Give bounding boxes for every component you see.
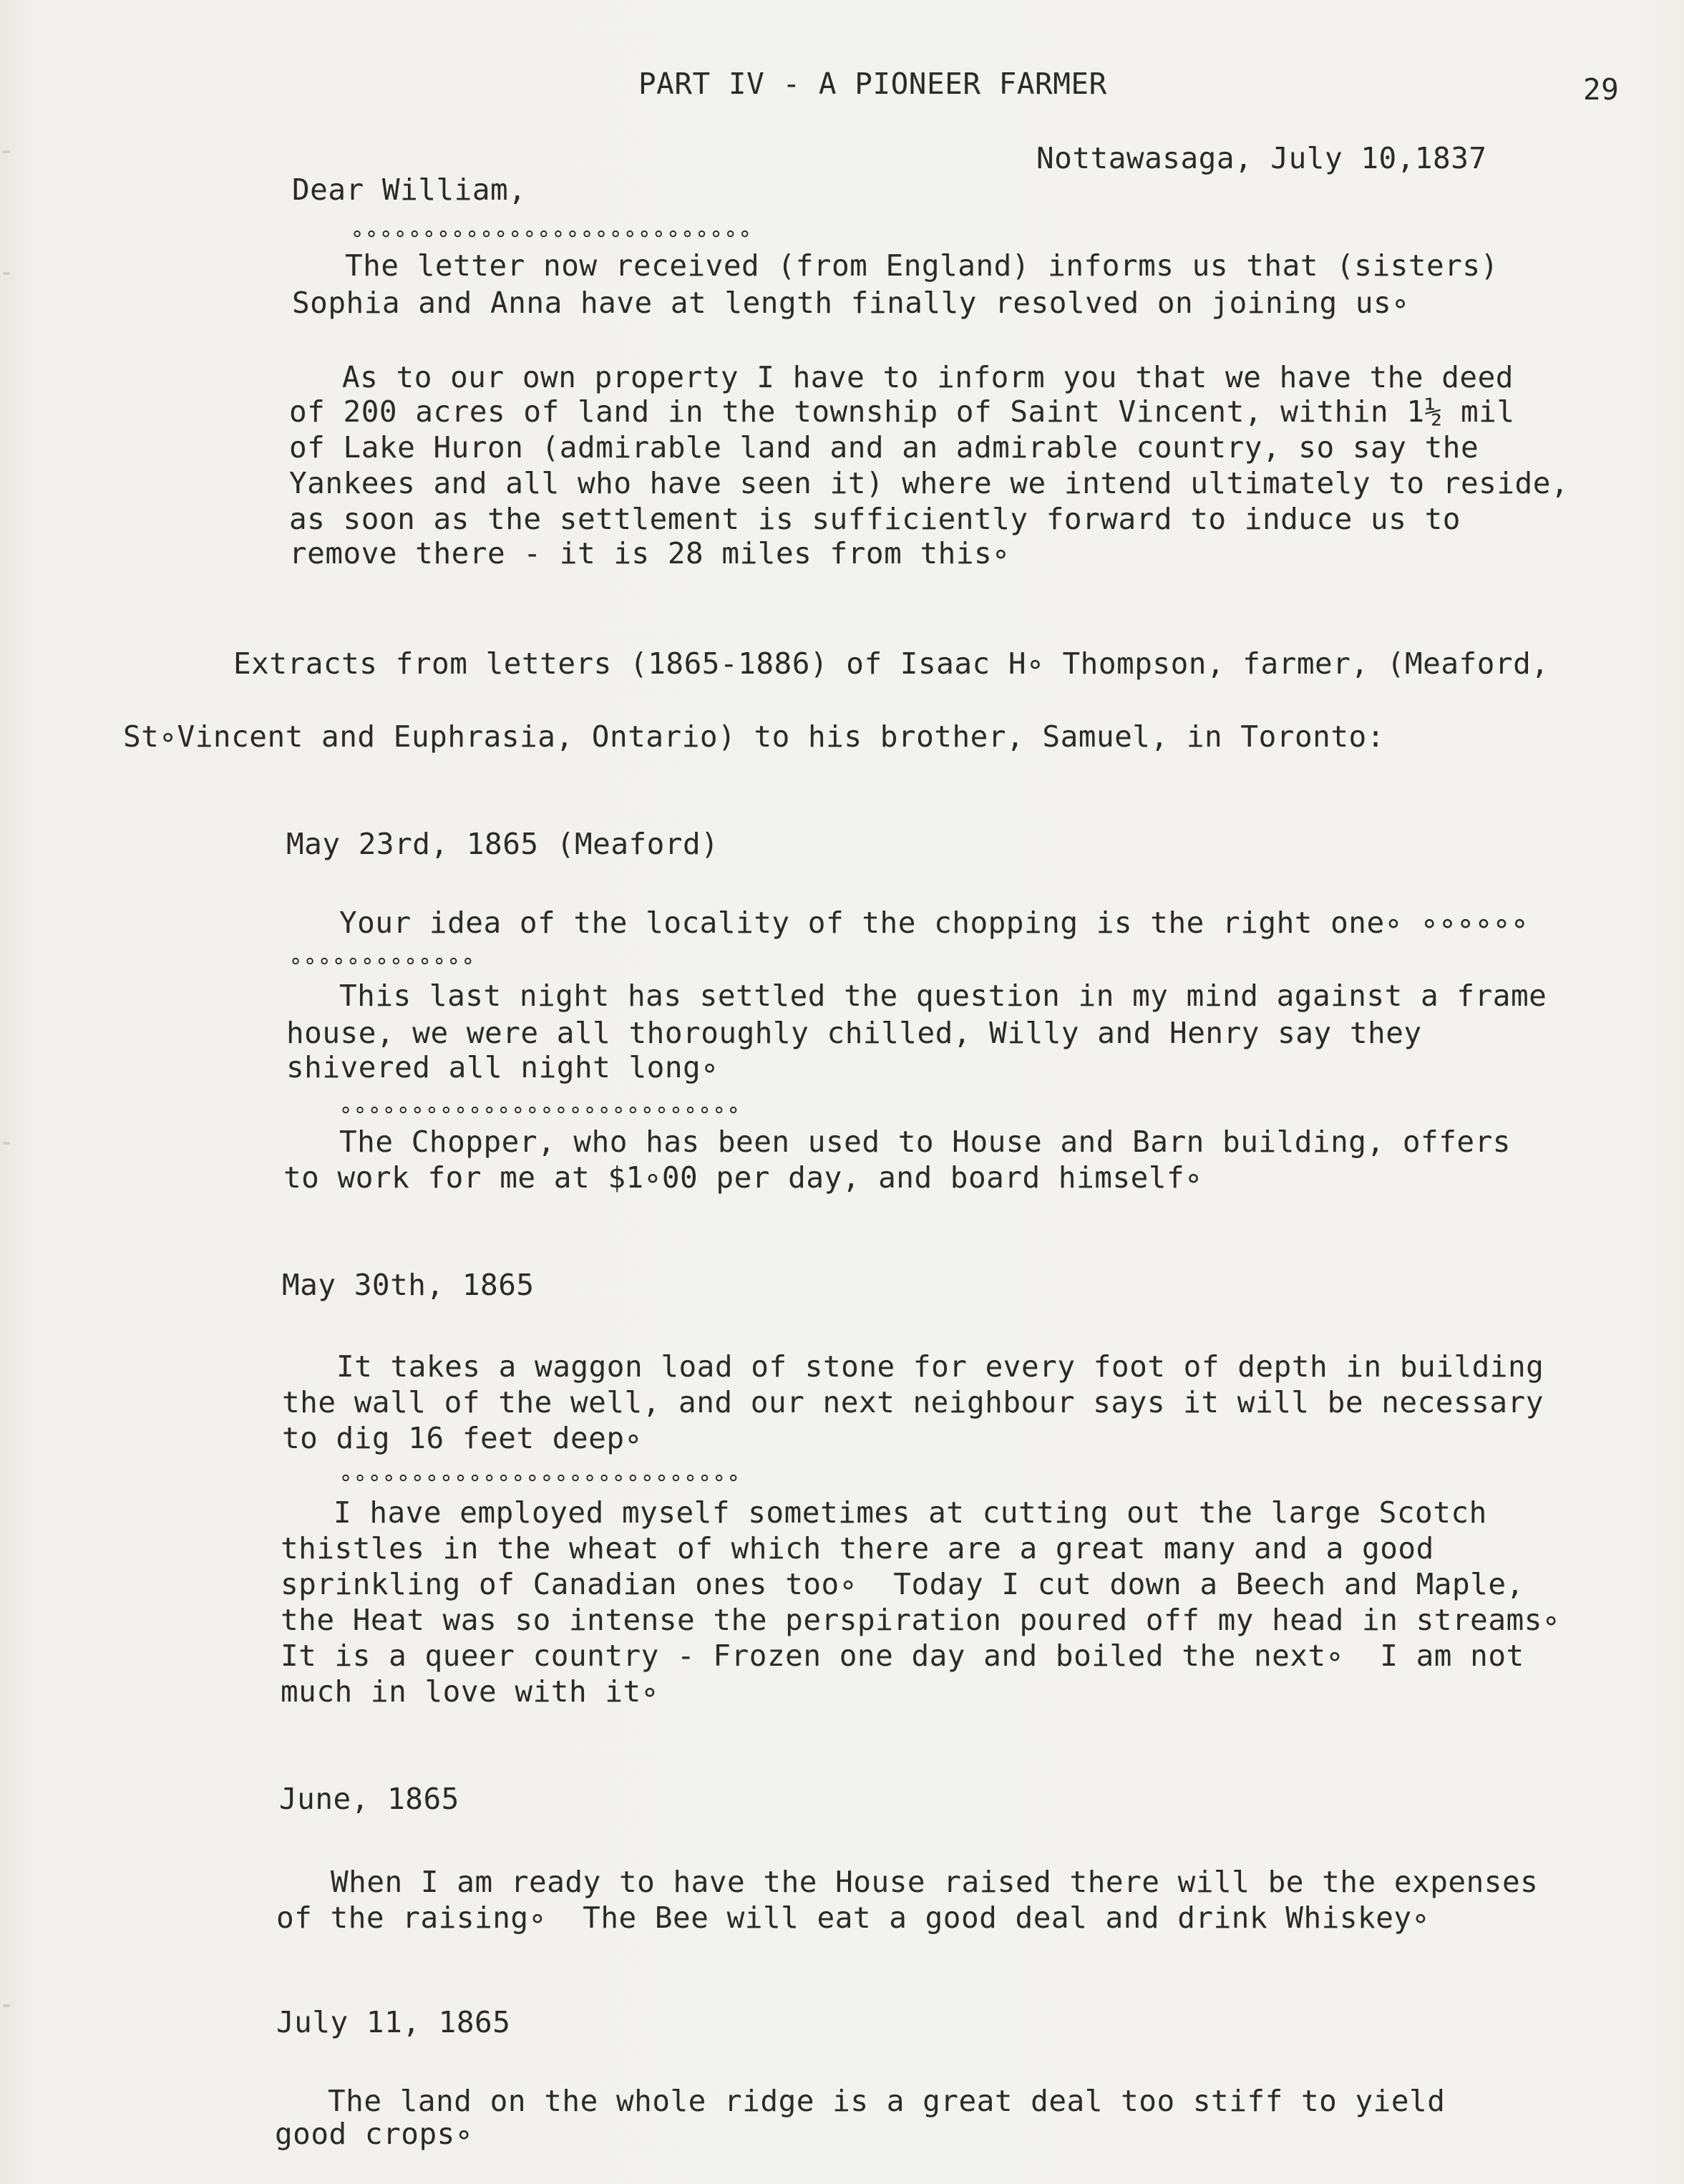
entry-text-line: much in love with it∘	[281, 1674, 659, 1709]
letter-salutation: Dear William,	[292, 173, 527, 207]
entry-text-line: thistles in the wheat of which there are a great many and a good	[281, 1531, 1434, 1566]
page-number: 29	[1583, 72, 1620, 107]
letter-text-line: Sophia and Anna have at length finally resolved on joining us∘	[292, 286, 1410, 320]
ellipsis-dots: ∘∘∘∘∘∘∘∘∘∘∘∘∘	[289, 948, 476, 974]
entry-text-line: shivered all night long∘	[286, 1050, 719, 1084]
entry-date: May 23rd, 1865 (Meaford)	[286, 827, 719, 861]
entry-text-line: to work for me at $1∘00 per day, and board himself∘	[283, 1160, 1203, 1195]
entry-text-line: good crops∘	[275, 2117, 474, 2151]
letter-text-line: remove there - it is 28 miles from this∘	[289, 536, 1011, 571]
entry-text-line: It is a queer country - Frozen one day and boiled the next∘ I am not	[281, 1639, 1524, 1673]
ellipsis-dots: ∘∘∘∘∘∘∘∘∘∘∘∘∘∘∘∘∘∘∘∘∘∘∘∘∘∘∘∘	[339, 1097, 741, 1122]
binding-mark	[3, 272, 10, 275]
letter-text-line: As to our own property I have to inform you that we have the deed	[342, 360, 1514, 394]
page-title: PART IV - A PIONEER FARMER	[638, 67, 1107, 101]
entry-text-line: the wall of the well, and our next neighbour says it will be necessary	[282, 1385, 1544, 1419]
letter-text-line: Yankees and all who have seen it) where we intend ultimately to reside,	[289, 466, 1569, 500]
ellipsis-dots: ∘∘∘∘∘∘∘∘∘∘∘∘∘∘∘∘∘∘∘∘∘∘∘∘∘∘∘∘	[351, 221, 753, 246]
entry-text-line: This last night has settled the question in my mind against a frame	[339, 979, 1547, 1013]
letter-text-line: as soon as the settlement is sufficiently forward to induce us to	[289, 502, 1461, 536]
entry-text-line: of the raising∘ The Bee will eat a good deal and drink Whiskey∘	[276, 1901, 1430, 1935]
entry-text-line: house, we were all thoroughly chilled, Willy and Henry say they	[286, 1016, 1422, 1050]
entry-text-line: sprinkling of Canadian ones too∘ Today I cut down a Beech and Maple,	[281, 1567, 1524, 1601]
letter-place-date: Nottawasaga, July 10,1837	[1036, 141, 1487, 175]
extracts-intro-line: Extracts from letters (1865-1886) of Isaac H∘ Thompson, farmer, (Meaford,	[233, 646, 1549, 681]
entry-text-line: The Chopper, who has been used to House and Barn building, offers	[339, 1125, 1511, 1159]
binding-mark	[3, 2004, 10, 2007]
binding-mark	[3, 150, 10, 153]
entry-text-line: When I am ready to have the House raised there will be the expenses	[331, 1865, 1539, 1899]
extracts-intro-line: St∘Vincent and Euphrasia, Ontario) to his brother, Samuel, in Toronto:	[123, 719, 1385, 754]
entry-date: July 11, 1865	[276, 2005, 511, 2039]
entry-text-line: I have employed myself sometimes at cutting out the large Scotch	[334, 1495, 1487, 1530]
entry-date: May 30th, 1865	[282, 1268, 535, 1302]
letter-text-line: The letter now received (from England) informs us that (sisters)	[345, 248, 1499, 283]
binding-mark	[3, 1142, 10, 1145]
ellipsis-dots: ∘∘∘∘∘∘∘∘∘∘∘∘∘∘∘∘∘∘∘∘∘∘∘∘∘∘∘∘	[339, 1465, 741, 1490]
entry-text-line: Your idea of the locality of the chopping is the right one∘ ∘∘∘∘∘∘	[339, 906, 1529, 940]
entry-text-line: The land on the whole ridge is a great deal too stiff to yield	[328, 2084, 1446, 2118]
entry-text-line: to dig 16 feet deep∘	[282, 1421, 643, 1455]
entry-text-line: It takes a waggon load of stone for every foot of depth in building	[336, 1349, 1544, 1384]
letter-text-line: of Lake Huron (admirable land and an admirable country, so say the	[289, 430, 1479, 465]
letter-text-line: of 200 acres of land in the township of Saint Vincent, within 1½ mil	[289, 394, 1515, 429]
entry-text-line: the Heat was so intense the perspiration poured off my head in streams∘	[281, 1603, 1561, 1637]
entry-date: June, 1865	[279, 1782, 459, 1816]
